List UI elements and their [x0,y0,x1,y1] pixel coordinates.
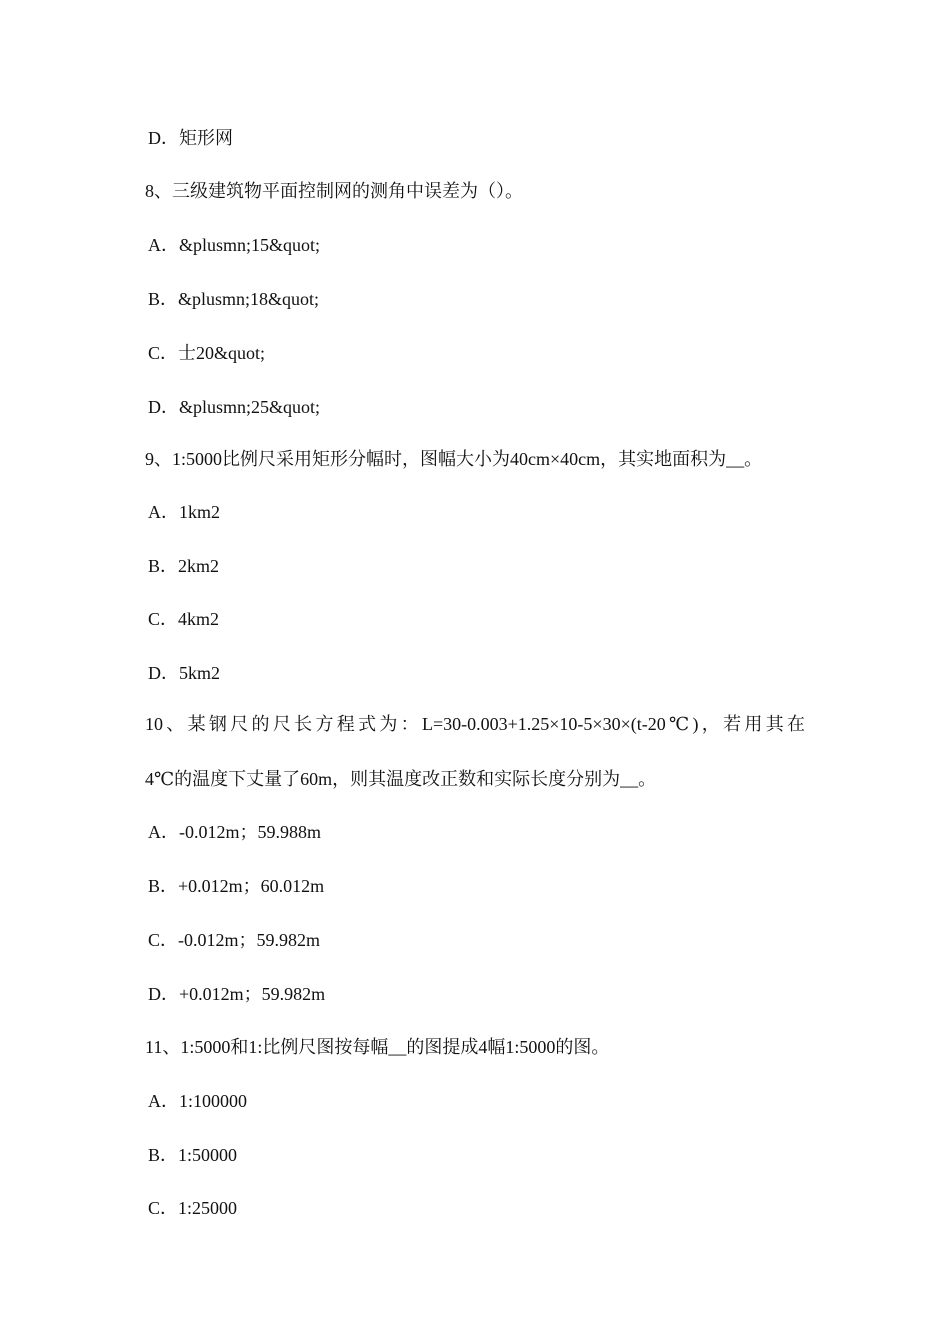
question-8: 8、三级建筑物平面控制网的测角中误差为（）。 [145,181,523,201]
question-11: 11、1:5000和1:比例尺图按每幅__的图提成4幅1:5000的图。 [145,1037,610,1057]
option-q10-b: B．+0.012m；60.012m [148,876,325,896]
option-q10-c: C．-0.012m；59.982m [148,930,321,950]
option-q8-a: A．&plusmn;15&quot; [148,235,321,255]
option-q9-a: A．1km2 [148,502,220,522]
option-q9-b: B．2km2 [148,556,220,576]
question-9: 9、1:5000比例尺采用矩形分幅时，图幅大小为40cm×40cm，其实地面积为__。 [145,449,763,469]
option-q11-a: A．1:100000 [148,1091,247,1111]
option-q9-d: D．5km2 [148,663,220,683]
option-q10-a: A．-0.012m；59.988m [148,822,321,842]
option-q8-b: B．&plusmn;18&quot; [148,289,320,309]
option-q9-c: C．4km2 [148,609,220,629]
question-10-line-2: 4℃的温度下丈量了60m，则其温度改正数和实际长度分别为__。 [145,769,657,789]
question-10-line-1: 10、某钢尺的尺长方程式为：L=30-0.003+1.25×10-5×30×(t-20℃)，若用其在 [145,714,805,734]
option-q11-c: C．1:25000 [148,1198,238,1218]
option-q10-d: D．+0.012m；59.982m [148,984,326,1004]
option-d-rect-grid: D．矩形网 [148,128,233,148]
option-q8-d: D．&plusmn;25&quot; [148,397,321,417]
option-q8-c: C．士20&quot; [148,343,266,363]
option-q11-b: B．1:50000 [148,1145,238,1165]
